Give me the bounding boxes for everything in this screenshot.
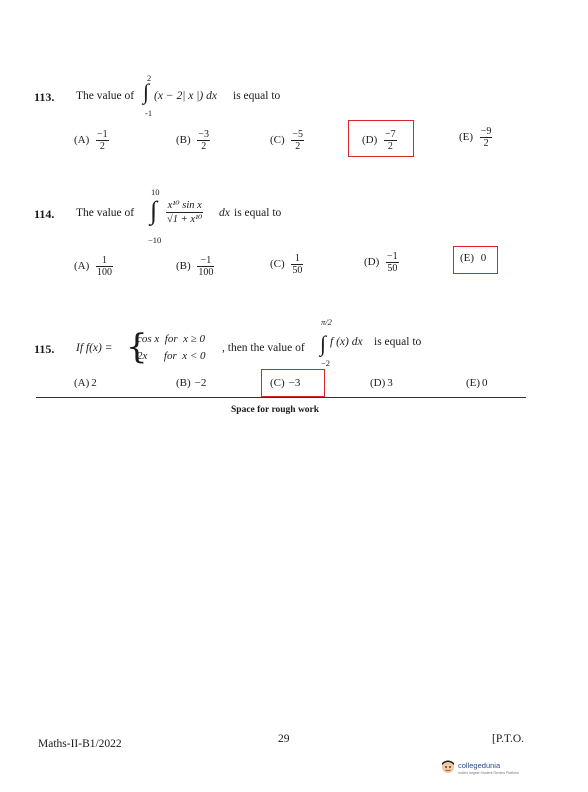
option-label: (D) bbox=[362, 134, 378, 147]
option-value: 0 bbox=[480, 252, 487, 264]
question-113-number: 113. bbox=[34, 90, 55, 104]
q113-option-b[interactable] bbox=[176, 129, 210, 152]
option-value: −2 bbox=[194, 377, 207, 389]
option-fraction: $\frac{-7}{2}$ bbox=[385, 129, 396, 152]
q114-option-d[interactable] bbox=[364, 251, 399, 274]
paper-code: Maths-II-B1/2022 bbox=[38, 738, 122, 750]
piecewise-case-1: cos x for x ≥ 0 bbox=[137, 333, 206, 345]
question-114-integrand bbox=[166, 199, 203, 226]
option-label: (E) bbox=[459, 131, 474, 144]
option-fraction: $\frac{-9}{2}$ bbox=[480, 126, 492, 149]
question-115-upper-limit: π/2 bbox=[321, 317, 332, 327]
option-fraction: $\frac{-5}{2}$ bbox=[292, 129, 304, 152]
option-label: (A) bbox=[74, 260, 90, 273]
q115-option-e[interactable] bbox=[466, 377, 488, 389]
answer-highlight-box-113 bbox=[348, 120, 414, 157]
section-divider bbox=[36, 397, 526, 398]
integral-sign-113: ∫ bbox=[143, 79, 150, 104]
piecewise-case-2: 2x for x < 0 bbox=[137, 350, 206, 362]
question-114-lead: The value of bbox=[76, 207, 135, 219]
option-label: (A) bbox=[74, 134, 90, 147]
question-113-lead: The value of bbox=[76, 90, 135, 102]
option-label: (B) bbox=[176, 377, 191, 389]
option-fraction: $\frac{-1}{100}$ bbox=[198, 255, 214, 278]
question-115-integrand: f (x) dx bbox=[330, 336, 363, 348]
option-label: (D) bbox=[364, 256, 380, 269]
watermark-brand: collegedunia bbox=[458, 761, 501, 770]
option-label: (C) bbox=[270, 134, 285, 147]
q114-option-b[interactable] bbox=[176, 255, 214, 278]
option-fraction: $\frac{-1}{2}$ bbox=[97, 129, 108, 152]
option-fraction: $\frac{-1}{50}$ bbox=[387, 251, 398, 274]
q115-option-a[interactable] bbox=[74, 377, 97, 389]
integrand-denominator: √1 + x¹⁰ bbox=[167, 214, 203, 225]
q113-option-c[interactable] bbox=[270, 129, 304, 152]
q114-option-c[interactable] bbox=[270, 253, 303, 276]
question-113-lower-limit: -1 bbox=[145, 108, 153, 118]
question-114-number: 114. bbox=[34, 207, 55, 221]
option-value: −3 bbox=[288, 377, 301, 389]
question-115-lead: If f(x) = bbox=[76, 342, 113, 354]
integral-sign-115: ∫ bbox=[320, 331, 327, 356]
option-label: (B) bbox=[176, 134, 191, 147]
question-115-tail: is equal to bbox=[374, 336, 422, 348]
option-label: (C) bbox=[270, 377, 285, 389]
question-115-number: 115. bbox=[34, 342, 55, 356]
watermark-tagline: India's largest Student Review Platform bbox=[458, 771, 519, 775]
option-label: (A) bbox=[74, 377, 90, 389]
page-number: 29 bbox=[278, 733, 290, 745]
rough-work-label: Space for rough work bbox=[231, 405, 320, 415]
q113-option-e[interactable] bbox=[459, 126, 492, 149]
integral-sign-114: ∫ bbox=[150, 196, 158, 225]
mascot-icon bbox=[440, 759, 456, 775]
question-114-tail: is equal to bbox=[234, 207, 282, 219]
option-fraction: $\frac{1}{50}$ bbox=[292, 253, 303, 276]
integrand-numerator: x¹⁰ sin x bbox=[167, 200, 202, 211]
option-label: (D) bbox=[370, 377, 386, 389]
answer-highlight-box-114 bbox=[453, 246, 498, 274]
q115-option-d[interactable] bbox=[370, 377, 393, 389]
option-value: 2 bbox=[91, 377, 97, 389]
q114-option-a[interactable] bbox=[74, 255, 113, 278]
pto-label: [P.T.O. bbox=[492, 733, 525, 745]
question-115-middle: , then the value of bbox=[222, 342, 305, 354]
option-fraction: $\frac{-3}{2}$ bbox=[198, 129, 210, 152]
option-fraction: $\frac{1}{100}$ bbox=[97, 255, 113, 278]
answer-highlight-box-115 bbox=[261, 369, 325, 397]
collegedunia-logo bbox=[440, 758, 456, 776]
question-115-lower-limit: −2 bbox=[321, 358, 331, 368]
q113-option-a[interactable] bbox=[74, 129, 109, 152]
question-114-upper-limit: 10 bbox=[151, 187, 160, 197]
question-114-dx: dx bbox=[219, 207, 230, 219]
option-value: 0 bbox=[482, 377, 488, 389]
option-label: (C) bbox=[270, 258, 285, 271]
option-label: (E) bbox=[460, 252, 475, 264]
option-label: (E) bbox=[466, 377, 481, 389]
piecewise-brace: { bbox=[126, 327, 148, 367]
question-114-lower-limit: −10 bbox=[148, 235, 162, 245]
option-value: 3 bbox=[387, 377, 393, 389]
question-113-tail: is equal to bbox=[233, 90, 281, 102]
option-label: (B) bbox=[176, 260, 191, 273]
question-113-upper-limit: 2 bbox=[147, 73, 152, 83]
question-113-integrand: (x − 2| x |) dx bbox=[154, 90, 217, 102]
q115-option-b[interactable] bbox=[176, 377, 206, 389]
